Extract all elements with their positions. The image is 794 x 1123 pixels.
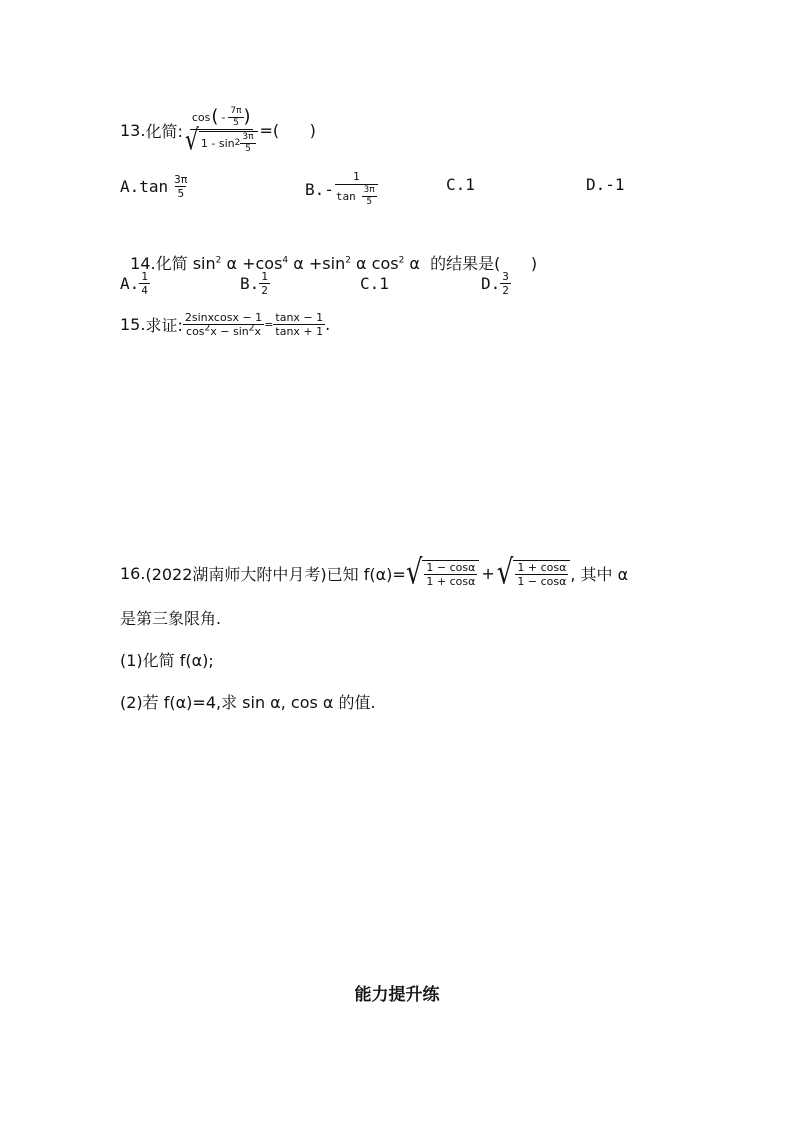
q13-option-b (305, 164, 379, 214)
q14-option-b-top: 1 (261, 269, 268, 283)
q15-left-bottom-exp1: 2 (204, 322, 211, 333)
q15-left-bottom-exp2: 2 (248, 322, 255, 333)
q13-sqrt-body: 1 - sin 2 $\frac{3\pi}{5}$ (199, 131, 258, 154)
sqrt-icon: √ (184, 124, 199, 157)
section-title: 能力提升练 (354, 985, 440, 1005)
q13-option-b-top: 1 (335, 171, 378, 185)
q13-tail: =( ) (259, 120, 316, 140)
q14-option-d-top: 3 (502, 269, 509, 283)
question-16 (120, 550, 628, 596)
sqrt-icon: √ (496, 552, 514, 592)
q15-lead: 求证: (145, 315, 183, 335)
q15-right-fraction (273, 312, 325, 337)
q16-sqrt-1-bot: 1 + cosα (426, 574, 476, 588)
q14-option-a-bot: 4 (141, 283, 148, 297)
q14-text-2: α +sin (288, 254, 346, 273)
q13-option-b-den-top: 3π (363, 185, 375, 195)
q15-equals: = (264, 317, 274, 331)
q13-num-cos: cos (191, 110, 211, 124)
q14-number: 14. (130, 254, 156, 273)
q13-option-a-label: A.tan (120, 176, 169, 196)
q16-sqrt-1-body (422, 560, 479, 587)
q14-exp-2: 4 (282, 255, 289, 266)
q13-numerator (190, 107, 253, 130)
question-13 (120, 100, 316, 160)
q16-sqrt-2-bot: 1 − cosα (517, 574, 567, 588)
q15-left-fraction (183, 312, 264, 337)
q13-option-a-fraction (172, 174, 189, 199)
q13-num-minus: - (221, 110, 226, 124)
q13-den-text: 1 - sin (200, 136, 235, 150)
q13-option-b-den-tan: tan (335, 190, 356, 203)
q15-end: . (325, 314, 331, 334)
q16-part-1: (1)化简 f(α); (120, 651, 214, 670)
q16-sqrt-2-body (513, 560, 570, 587)
q14-option-a-label: A. (120, 273, 140, 293)
q16-sqrt-1 (405, 552, 480, 592)
q16-sqrt-1-top: 1 − cosα (426, 560, 476, 574)
q16-number: 16. (120, 563, 146, 583)
q16-plus: + (481, 563, 495, 583)
q15-left-top: 2sinxcosx − 1 (184, 310, 263, 324)
q16-line-2: 是第三象限角. (120, 609, 222, 628)
q15-left-bottom-c: x (254, 324, 261, 338)
q13-num-inner-top: 7π (230, 105, 242, 116)
q13-lead: 化简: (145, 121, 183, 141)
q14-text-3: α cos (350, 254, 399, 273)
q13-option-a-bot: 5 (177, 186, 185, 200)
q14-option-d-bot: 2 (502, 283, 509, 297)
q13-num-paren-open: ( (211, 106, 219, 127)
q14-option-b-bot: 2 (261, 283, 268, 297)
question-15 (120, 304, 330, 344)
q13-number: 13. (120, 120, 146, 140)
q15-number: 15. (120, 314, 146, 334)
q13-num-paren-close: ) (243, 106, 251, 127)
q13-option-b-den-fraction (362, 186, 377, 207)
q14-exp-4: 2 (398, 255, 405, 266)
sqrt-icon: √ (405, 552, 423, 592)
q15-left-bottom (184, 322, 263, 338)
q16-sqrt-2-fraction (515, 562, 568, 587)
q16-sqrt-2 (496, 552, 571, 592)
q14-lead: 化简 sin (155, 254, 216, 273)
question-14 (120, 232, 537, 274)
q13-den-inner-fraction (240, 133, 255, 154)
q14-option-b (240, 266, 270, 300)
q13-option-b-den (334, 185, 379, 207)
q13-sqrt (184, 124, 258, 157)
q16-sqrt-1-fraction (424, 562, 477, 587)
q16-sqrt-2-top: 1 + cosα (517, 560, 567, 574)
q15-left-bottom-b: x − sin (210, 324, 249, 338)
q13-denominator (183, 124, 260, 157)
q14-option-a-top: 1 (141, 269, 148, 283)
q14-option-a (120, 266, 150, 300)
q14-option-d-label: D. (481, 273, 501, 293)
q13-option-b-label: B.- (305, 179, 334, 199)
q14-option-b-label: B. (240, 273, 260, 293)
q14-option-d-fraction (500, 271, 511, 296)
q13-option-c: C.1 (446, 175, 475, 194)
q14-option-d (481, 266, 511, 300)
q14-text-4: α 的结果是( ) (404, 254, 538, 273)
q16-lead: (2022湖南师大附中月考)已知 f(α)= (145, 564, 406, 584)
q14-exp-1: 2 (215, 255, 222, 266)
q13-option-a-top: 3π (174, 172, 188, 186)
q14-text-1: α +cos (221, 254, 283, 273)
q14-option-a-fraction (139, 271, 150, 296)
q13-option-b-fraction (334, 171, 379, 207)
q15-right-top: tanx − 1 (275, 310, 324, 324)
q13-option-b-den-bot: 5 (366, 197, 372, 207)
q13-option-a (120, 166, 189, 206)
q13-num-inner-bot: 5 (233, 117, 239, 128)
q13-num-inner-fraction (228, 107, 243, 128)
q14-option-b-fraction (259, 271, 270, 296)
q16-part-2: (2)若 f(α)=4,求 sin α, cos α 的值. (120, 693, 376, 712)
q14-option-c: C.1 (360, 274, 389, 293)
q15-right-bottom: tanx + 1 (275, 324, 324, 338)
q13-option-d: D.-1 (586, 175, 625, 194)
q14-exp-3: 2 (345, 255, 351, 266)
q13-den-inner-bot: 5 (245, 143, 251, 154)
q15-left-bottom-a: cos (186, 324, 205, 338)
q13-den-inner-top: 3π (242, 131, 254, 142)
q13-main-fraction (183, 105, 260, 157)
q16-tail: , 其中 α (570, 564, 629, 584)
